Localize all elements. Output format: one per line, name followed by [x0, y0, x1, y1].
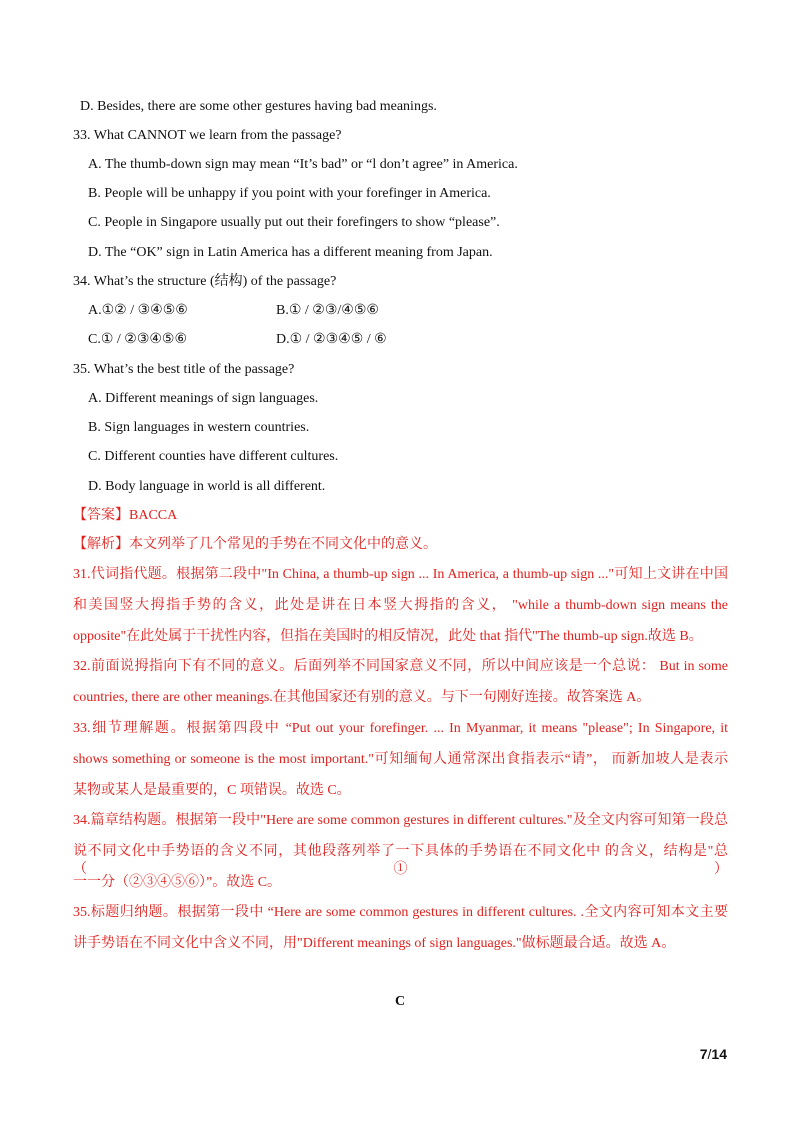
question-34-stem: 34. What’s the structure (结构) of the passage? — [73, 274, 337, 289]
q35-option-b: B. Sign languages in western countries. — [88, 420, 310, 435]
page-total: 14 — [711, 1046, 727, 1062]
section-heading-c: C — [394, 994, 406, 1009]
question-33-stem: 33. What CANNOT we learn from the passage? — [73, 128, 342, 143]
page-separator: / — [707, 1046, 712, 1062]
q32-option-d: D. Besides, there are some other gestures having bad meanings. — [80, 99, 437, 114]
q35-option-a: A. Different meanings of sign languages. — [88, 391, 319, 406]
answer-key: 【答案】BACCA — [73, 508, 178, 523]
q34-option-b: B.① / ②③/④⑤⑥ — [276, 303, 379, 318]
explanation-33-line-3: 某物或某人是最重要的，C 项错误。故选 C。 — [73, 783, 351, 798]
q34-option-d: D.① / ②③④⑤ / ⑥ — [276, 332, 387, 347]
explanation-31-line-1: 31.代词指代题。根据第二段中"In China, a thumb-up sign ... In America, a thumb-up sign ..."可知上文讲在中国 — [73, 567, 728, 582]
page-current: 7 — [699, 1046, 708, 1062]
explanation-34-line-1: 34.篇章结构题。根据第一段中"Here are some common gestures in different cultures."及全文内容可知第一段总 — [73, 813, 728, 828]
explanation-31-line-2: 和美国竖大拇指手势的含义，此处是讲在日本竖大拇指的含义， "while a thumb-down sign means the — [73, 598, 728, 613]
q34-option-a: A.①② / ③④⑤⑥ — [88, 303, 188, 318]
explanation-33-line-2: shows something or someone is the most important."可知缅甸人通常深出食指表示“请”， 而新加坡人是表示 — [73, 752, 728, 767]
explanation-34-line-2: 说不同文化中手势语的含义不同，其他段落列举了一下具体的手势语在不同文化中 的含义，结构是"总（①） — [73, 844, 728, 877]
explanation-32-line-2: countries, there are other meanings.在其他国家还有别的意义。与下一句刚好连接。故答案选 A。 — [73, 690, 651, 705]
explanation-34-line-3: 一一分（②③④⑤⑥）”。故选 C。 — [73, 875, 282, 890]
explanation-35-line-1: 35.标题归纳题。根据第一段中 “Here are some common gestures in different cultures. .全文内容可知本文主要 — [73, 905, 728, 920]
q33-option-a: A. The thumb-down sign may mean “It’s bad” or “l don’t agree” in America. — [88, 157, 518, 172]
analysis-summary: 【解析】本文列举了几个常见的手势在不同文化中的意义。 — [73, 537, 437, 552]
question-35-stem: 35. What’s the best title of the passage? — [73, 362, 295, 377]
q35-option-c: C. Different counties have different cultures. — [88, 449, 339, 464]
q33-option-c: C. People in Singapore usually put out their forefingers to show “please”. — [88, 215, 500, 230]
explanation-31-line-3: opposite"在此处属于干扰性内容，但指在美国时的相反情况，此处 that 指代"The thumb-up sign.故选 B。 — [73, 629, 703, 644]
page-number — [700, 1046, 727, 1062]
q33-option-b: B. People will be unhappy if you point with your forefinger in America. — [88, 186, 491, 201]
explanation-32-line-1: 32.前面说拇指向下有不同的意义。后面列举不同国家意义不同，所以中间应该是一个总说： But in some — [73, 659, 728, 674]
q35-option-d: D. Body language in world is all different. — [88, 479, 326, 494]
explanation-33-line-1: 33.细节理解题。根据第四段中 “Put out your forefinger. ... In Myanmar, it means "please"; In Singapore, it — [73, 721, 728, 736]
q34-option-c: C.① / ②③④⑤⑥ — [88, 332, 188, 347]
q33-option-d: D. The “OK” sign in Latin America has a different meaning from Japan. — [88, 245, 493, 260]
explanation-35-line-2: 讲手势语在不同文化中含义不同，用"Different meanings of sign languages."做标题最合适。故选 A。 — [73, 936, 676, 951]
